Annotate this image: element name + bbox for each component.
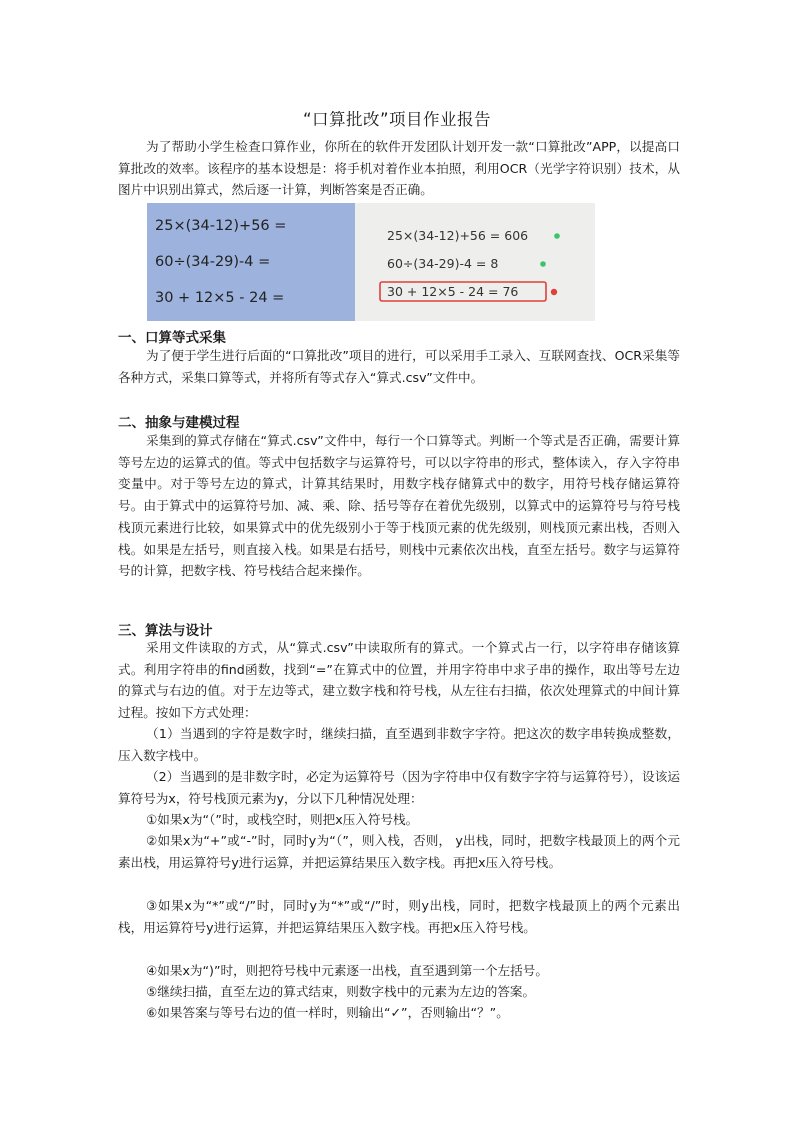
- left-photo-line: 60÷(34-29)-4 =: [155, 254, 271, 270]
- case-item: ③如果x为“*”或“/”时，同时y为“*”或“/”时，则y出栈，同时，把数字栈最顶上的两个元素出栈，用运算符号y进行运算，并把运算结果压入数字栈。再把x压入符号栈。: [118, 898, 680, 935]
- correct-status-dot-icon: [540, 261, 546, 267]
- case-item: ②如果x为“+”或“-”时，同时y为“（”，则入栈，否则， y出栈，同时，把数字栈最顶上的两个元素出栈，用运算符号y进行运算，并把运算结果压入数字栈。再把x压入符号栈。: [118, 833, 680, 870]
- left-photo-line: 25×(34-12)+56 =: [155, 218, 287, 234]
- case-item: ①如果x为“（”时，或栈空时，则把x压入符号栈。: [146, 812, 419, 827]
- right-photo-line: 60÷(34-29)-4 = 8: [387, 256, 499, 271]
- right-photo-line: 30 + 12×5 - 24 = 76: [387, 284, 519, 299]
- left-photo-line: 30 + 12×5 - 24 =: [155, 290, 285, 306]
- homework-photo-figure: [147, 203, 595, 321]
- intro-paragraph: 为了帮助小学生检查口算作业，你所在的软件开发团队计划开发一款“口算批改”APP，以提高口算批改的效率。该程序的基本设想是：将手机对着作业本拍照，利用OCR（光学字符识别）技术，从图片中识别出算式，然后逐一计算，判断答案是否正确。: [118, 139, 680, 198]
- error-status-dot-icon: [551, 289, 557, 295]
- right-photo-line: 25×(34-12)+56 = 606: [387, 228, 529, 243]
- section1-body: 为了便于学生进行后面的“口算批改”项目的进行，可以采用手工录入、互联网查找、OCR采集等各种方式，采集口算等式，并将所有等式存入“算式.csv”文件中。: [118, 348, 680, 385]
- section3-body: 采用文件读取的方式，从“算式.csv”中读取所有的算式。一个算式占一行，以字符串存储该算式。利用字符串的find函数，找到“=”在算式中的位置，并用字符串中求子串的操作，取出等号左边的算式与右边的值。对于左边等式，建立数字栈和符号栈，从左往右扫描，依次处理算式的中间计算过程。按如下方式处理：: [118, 640, 680, 721]
- section3-heading: 三、算法与设计: [118, 623, 213, 639]
- case-item: ④如果x为“)”时，则把符号栈中元素逐一出栈，直至遇到第一个左括号。: [146, 963, 548, 978]
- section3-step2: （2）当遇到的是非数字时，必定为运算符号（因为字符串中仅有数字字符与运算符号），设该运算符号为x，符号栈顶元素为y，分以下几种情况处理：: [118, 769, 680, 806]
- section2-heading: 二、抽象与建模过程: [118, 415, 240, 431]
- section3-step1: （1）当遇到的字符是数字时，继续扫描，直至遇到非数字字符。把这次的数字串转换成整数，压入数字栈中。: [118, 726, 680, 763]
- section1-heading: 一、口算等式采集: [118, 330, 226, 346]
- case-item: ⑥如果答案与等号右边的值一样时，则输出“✓”，否则输出“？”。: [146, 1005, 509, 1020]
- case-item: ⑤继续扫描，直至左边的算式结束，则数字栈中的元素为左边的答案。: [146, 984, 536, 999]
- section2-body: 采集到的算式存储在“算式.csv”文件中，每行一个口算等式。判断一个等式是否正确，需要计算等号左边的运算式的值。等式中包括数字与运算符号，可以以字符串的形式，整体读入，存入字符串变量中。对于等号左边的算式，计算其结果时，用数字栈存储算式中的数字，用符号栈存储运算符号。由于算式中的运算符号加、减、乘、除、括号等存在着优先级别，以算式中的运算符号与符号栈栈顶元素进行比较，如果算式中的优先级别小于等于栈顶元素的优先级别，则栈顶元素出栈，否则入栈。如果是左括号，则直接入栈。如果是右括号，则栈中元素依次出栈，直至左括号。数字与运算符号的计算，把数字栈、符号栈结合起来操作。: [118, 433, 680, 579]
- page-title: “口算批改”项目作业报告: [302, 110, 492, 129]
- correct-status-dot-icon: [554, 233, 560, 239]
